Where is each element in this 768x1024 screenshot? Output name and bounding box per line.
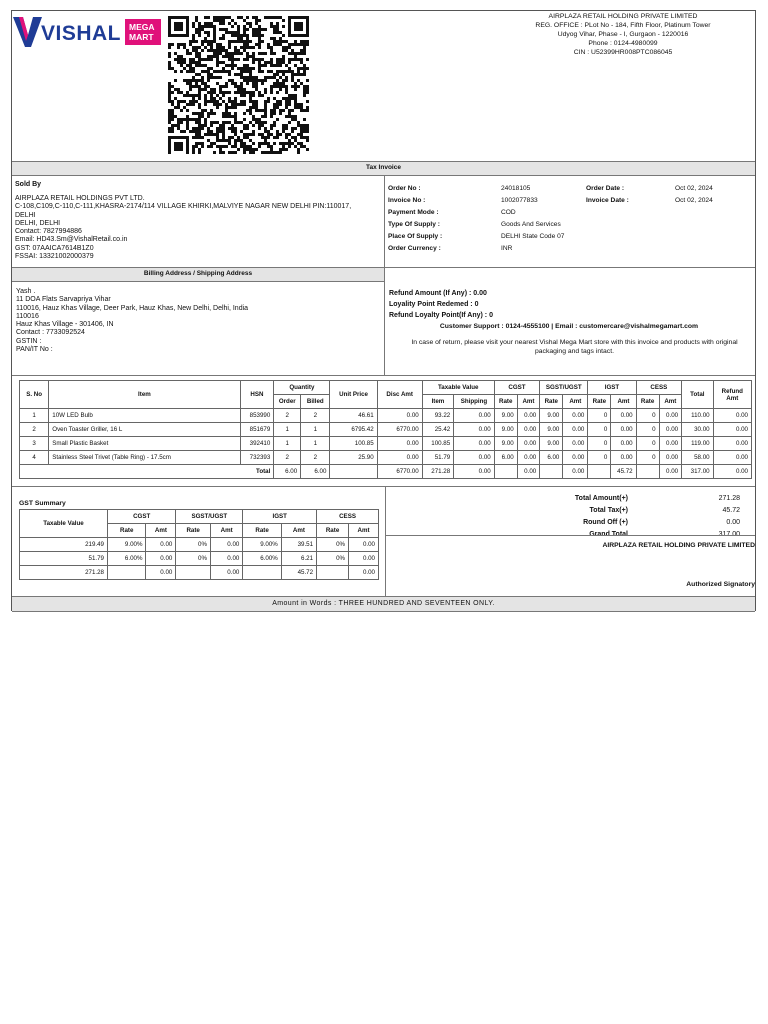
table-cell: 0.00 [659, 451, 682, 465]
table-cell: 25.42 [422, 423, 454, 437]
table-cell: 51.79 [422, 451, 454, 465]
table-cell: 0.00 [377, 409, 422, 423]
billing-line: Yash . [16, 288, 36, 295]
gst-row [20, 566, 379, 580]
table-cell: 25.90 [330, 451, 377, 465]
table-cell: 0.00 [611, 409, 636, 423]
table-cell: 3 [20, 437, 49, 451]
gst-cell: 9.00% [243, 538, 281, 552]
table-cell: 6.00 [494, 451, 517, 465]
table-cell: 2 [20, 423, 49, 437]
table-cell: 851679 [240, 423, 274, 437]
col-quantity: Quantity [274, 381, 330, 395]
table-row [20, 409, 752, 423]
table-cell: 0.00 [713, 451, 751, 465]
sold-by-heading: Sold By [15, 181, 42, 188]
table-cell: 0.00 [659, 437, 682, 451]
table-cell: 6795.42 [330, 423, 377, 437]
gst-cell: 6.00% [108, 552, 146, 566]
table-cell: 9.00 [540, 423, 563, 437]
table-cell: 46.61 [330, 409, 377, 423]
table-cell: 0 [588, 437, 611, 451]
table-cell: 0.00 [454, 451, 495, 465]
total-cgst-amt: 0.00 [517, 465, 540, 479]
divider [384, 267, 755, 268]
sold-by-line: GST: 07AAICA7614B1Z0 [15, 244, 94, 252]
col-unit-price: Unit Price [330, 381, 377, 409]
gst-cell: 0% [176, 538, 211, 552]
table-cell: 9.00 [540, 409, 563, 423]
billing-line: 11 DOA Flats Sarvapriya Vihar [16, 296, 111, 304]
signatory-company: AIRPLAZA RETAIL HOLDING PRIVATE LIMITED [602, 542, 755, 549]
table-cell: 9.00 [494, 437, 517, 451]
table-cell: Oven Toaster Griller, 16 L [49, 423, 240, 437]
total-disc: 6770.00 [377, 465, 422, 479]
table-cell: 10W LED Bulb [49, 409, 240, 423]
col-tv-shipping: Shipping [454, 395, 495, 409]
gst-summary-table [19, 509, 379, 580]
col-cess-rate: Rate [636, 395, 659, 409]
gst-cell: 0.00 [146, 538, 176, 552]
col-cess: CESS [636, 381, 681, 395]
gst-cell: 0.00 [211, 552, 243, 566]
total-value: 0.00 [726, 519, 740, 526]
table-cell: 2 [274, 451, 301, 465]
sold-by-line: Email: HD43.Sm@VishalRetail.co.in [15, 236, 128, 244]
gst-col-cess-amt: Amt [349, 524, 379, 538]
gst-cell: 0% [176, 552, 211, 566]
table-cell: 100.85 [330, 437, 377, 451]
total-label: Grand Total [589, 531, 628, 538]
amount-in-words: Amount in Words : THREE HUNDRED AND SEVENTEEN ONLY. [12, 596, 755, 612]
gst-col-sgst-rate: Rate [176, 524, 211, 538]
table-cell: 0.00 [517, 437, 540, 451]
table-cell: 0.00 [659, 409, 682, 423]
total-cess-amt: 0.00 [659, 465, 682, 479]
col-sgst: SGST/UGST [540, 381, 588, 395]
gst-cell: 9.00% [108, 538, 146, 552]
table-cell: 0 [636, 423, 659, 437]
table-row [20, 451, 752, 465]
gst-cell: 219.49 [20, 538, 108, 552]
table-cell: 0.00 [563, 409, 588, 423]
gst-cell: 0.00 [349, 552, 379, 566]
table-cell: 0.00 [517, 451, 540, 465]
table-cell: 0.00 [563, 451, 588, 465]
divider [385, 486, 386, 596]
gst-col-igst-amt: Amt [281, 524, 316, 538]
gst-cell: 39.51 [281, 538, 316, 552]
gst-col-cess-rate: Rate [317, 524, 349, 538]
table-cell: 392410 [240, 437, 274, 451]
divider [385, 535, 755, 536]
table-cell: 0.00 [454, 437, 495, 451]
table-cell: 0.00 [611, 451, 636, 465]
col-refund-amt: Refund Amt [713, 381, 751, 409]
col-item: Item [49, 381, 240, 409]
table-cell: 0.00 [713, 423, 751, 437]
gst-summary-heading: GST Summary [19, 500, 66, 507]
refund-line: Loyality Point Redemed : 0 [389, 301, 479, 308]
col-disc-amt: Disc Amt [377, 381, 422, 409]
gst-cell [176, 566, 211, 580]
col-sno: S. No [20, 381, 49, 409]
table-cell: 0.00 [377, 437, 422, 451]
divider [12, 486, 755, 487]
table-cell: 6.00 [540, 451, 563, 465]
order-field-label: Order Currency : [388, 245, 441, 252]
order-date-value: Oct 02, 2024 [675, 197, 713, 204]
table-row [20, 423, 752, 437]
total-label: Round Off (+) [583, 519, 628, 526]
col-billed: Billed [301, 395, 330, 409]
total-value: 45.72 [722, 507, 740, 514]
table-cell: 6770.00 [377, 423, 422, 437]
table-cell: 0.00 [454, 423, 495, 437]
total-row [392, 519, 740, 529]
gst-cell [317, 566, 349, 580]
gst-cell: 0.00 [211, 538, 243, 552]
col-tv-item: Item [422, 395, 454, 409]
table-cell: 1 [20, 409, 49, 423]
table-row [20, 437, 752, 451]
table-cell: 9.00 [540, 437, 563, 451]
total-row [392, 507, 740, 517]
table-cell: 1 [274, 437, 301, 451]
sold-by-line: Contact: 7827994886 [15, 228, 82, 236]
order-field-label: Place Of Supply : [388, 233, 443, 240]
customer-support: Customer Support : 0124-4555100 | Email : customercare@vishalmegamart.com [439, 323, 699, 330]
table-cell: 0.00 [659, 423, 682, 437]
col-order: Order [274, 395, 301, 409]
gst-row [20, 552, 379, 566]
col-sgst-rate: Rate [540, 395, 563, 409]
col-taxable-value: Taxable Value [422, 381, 494, 395]
table-cell: 0 [588, 451, 611, 465]
gst-col-sgst: SGST/UGST [176, 510, 243, 524]
total-igst-amt: 45.72 [611, 465, 636, 479]
table-cell: 853990 [240, 409, 274, 423]
table-cell: 1 [274, 423, 301, 437]
logo-tag: MEGA MART [125, 19, 161, 45]
total-value: 317.00 [718, 531, 740, 538]
table-cell: Small Plastic Basket [49, 437, 240, 451]
table-cell: 58.00 [682, 451, 714, 465]
col-igst-amt: Amt [611, 395, 636, 409]
table-cell: 0 [588, 423, 611, 437]
total-label: Total [20, 465, 274, 479]
total-order: 6.00 [274, 465, 301, 479]
col-hsn: HSN [240, 381, 274, 409]
logo-v-icon [13, 15, 43, 49]
gst-cell: 0.00 [349, 566, 379, 580]
table-cell: 0.00 [517, 409, 540, 423]
table-cell: 9.00 [494, 423, 517, 437]
gst-col-cess: CESS [317, 510, 379, 524]
table-cell: 0.00 [454, 409, 495, 423]
billing-address [16, 288, 376, 354]
col-igst-rate: Rate [588, 395, 611, 409]
sold-by-line: C-108,C109,C-110,C-111,KHASRA-2174/114 VILLAGE KHIRKI,MALVIYE NAGAR NEW DELHI PIN:110017, [15, 203, 352, 211]
gst-cell: 0.00 [146, 552, 176, 566]
table-cell: 2 [301, 451, 330, 465]
order-field-value: 1002077833 [501, 197, 538, 204]
table-cell: 93.22 [422, 409, 454, 423]
table-cell: 2 [274, 409, 301, 423]
sold-by-line: DELHI [15, 211, 36, 219]
col-total: Total [682, 381, 714, 409]
table-cell: 1 [301, 437, 330, 451]
billing-line: PAN/IT No : [16, 346, 53, 354]
total-label: Total Tax(+) [589, 507, 628, 514]
gst-col-cgst-amt: Amt [146, 524, 176, 538]
company-info [503, 12, 743, 57]
billing-line: Contact : 7733092524 [16, 329, 85, 337]
order-field-label: Payment Mode : [388, 209, 439, 216]
billing-line: 110016 [16, 312, 39, 320]
col-cess-amt: Amt [659, 395, 682, 409]
sold-by-line: DELHI, DELHI [15, 219, 61, 227]
table-cell: 0.00 [563, 423, 588, 437]
gst-col-sgst-amt: Amt [211, 524, 243, 538]
company-phone: Phone : 0124-4980099 [588, 40, 658, 47]
tax-invoice-title: Tax Invoice [12, 161, 755, 176]
billing-line: 110016, Hauz Khas Village, Deer Park, Hauz Khas, New Delhi, Delhi, India [16, 304, 249, 312]
total-billed: 6.00 [301, 465, 330, 479]
order-field-value: Goods And Services [501, 221, 561, 228]
table-cell: 0 [588, 409, 611, 423]
return-note: In case of return, please visit your nearest Vishal Mega Mart store with this invoice and products with original packaging and tags intact. [411, 339, 738, 355]
col-igst: IGST [588, 381, 636, 395]
gst-cell: 0.00 [349, 538, 379, 552]
order-date-label: Invoice Date : [586, 197, 629, 204]
billing-line: Hauz Khas Village - 301406, IN [16, 321, 114, 329]
total-value: 271.28 [718, 495, 740, 502]
order-field-value: INR [501, 245, 513, 252]
order-field-label: Order No : [388, 185, 421, 192]
order-field-value: DELHI State Code 07 [501, 233, 565, 240]
billing-heading: Billing Address / Shipping Address [12, 267, 384, 282]
order-field-label: Invoice No : [388, 197, 426, 204]
table-cell: 2 [301, 409, 330, 423]
table-cell: 30.00 [682, 423, 714, 437]
table-cell: 1 [301, 423, 330, 437]
gst-col-cgst: CGST [108, 510, 176, 524]
table-cell: 119.00 [682, 437, 714, 451]
table-cell: Stainless Steel Trivet (Table Ring) - 17.5cm [49, 451, 240, 465]
table-cell: 9.00 [494, 409, 517, 423]
col-cgst-rate: Rate [494, 395, 517, 409]
gst-cell: 0% [317, 538, 349, 552]
total-refund: 0.00 [713, 465, 751, 479]
items-total-row [20, 465, 752, 479]
total-row [392, 531, 740, 541]
gst-col-igst-rate: Rate [243, 524, 281, 538]
divider [384, 175, 385, 267]
gst-cell: 0.00 [146, 566, 176, 580]
sold-by-section [15, 180, 380, 261]
gst-col-cgst-rate: Rate [108, 524, 146, 538]
refund-line: Refund Amount (If Any) : 0.00 [389, 290, 487, 297]
refund-line: Refund Loyalty Point(If Any) : 0 [389, 312, 493, 319]
company-cin: CIN : U52399HR008PTC086045 [573, 49, 673, 56]
table-cell: 100.85 [422, 437, 454, 451]
divider [384, 267, 385, 376]
gst-cell: 51.79 [20, 552, 108, 566]
table-cell: 0 [636, 451, 659, 465]
table-cell: 0.00 [377, 451, 422, 465]
total-tv-shipping: 0.00 [454, 465, 495, 479]
qr-code [168, 16, 310, 154]
gst-cell: 45.72 [281, 566, 316, 580]
company-address: Udyog Vihar, Phase - I, Gurgaon - 1220016 [557, 31, 689, 38]
total-tv-item: 271.28 [422, 465, 454, 479]
gst-cell [243, 566, 281, 580]
sold-by-line: AIRPLAZA RETAIL HOLDINGS PVT LTD. [15, 195, 145, 202]
invoice-page [11, 10, 756, 611]
order-date-label: Order Date : [586, 185, 625, 192]
table-cell: 0.00 [713, 409, 751, 423]
total-total: 317.00 [682, 465, 714, 479]
total-label: Total Amount(+) [574, 495, 628, 502]
gst-cell: 6.21 [281, 552, 316, 566]
refund-info [389, 288, 749, 321]
table-cell: 0.00 [517, 423, 540, 437]
divider [12, 375, 755, 376]
authorized-signatory: Authorized Signatory [686, 581, 755, 588]
total-row [392, 495, 740, 505]
sold-by-line: FSSAI: 13321002000379 [15, 253, 94, 261]
logo-name: VISHAL [41, 22, 122, 45]
total-sgst-amt: 0.00 [563, 465, 588, 479]
billing-line: GSTIN : [16, 337, 42, 345]
table-cell: 4 [20, 451, 49, 465]
gst-cell: 0.00 [211, 566, 243, 580]
company-name: AIRPLAZA RETAIL HOLDING PRIVATE LIMITED [548, 13, 698, 20]
sold-by-lines [15, 195, 380, 261]
gst-cell: 271.28 [20, 566, 108, 580]
items-table [19, 380, 752, 479]
gst-row [20, 538, 379, 552]
table-cell: 0.00 [611, 437, 636, 451]
table-cell: 0 [636, 409, 659, 423]
gst-col-igst: IGST [243, 510, 317, 524]
order-field-value: 24018105 [501, 185, 531, 192]
table-cell: 0.00 [563, 437, 588, 451]
col-sgst-amt: Amt [563, 395, 588, 409]
gst-cell: 6.00% [243, 552, 281, 566]
table-cell: 0 [636, 437, 659, 451]
table-cell: 0.00 [611, 423, 636, 437]
order-field-label: Type Of Supply : [388, 221, 440, 228]
col-cgst: CGST [494, 381, 539, 395]
col-cgst-amt: Amt [517, 395, 540, 409]
gst-cell [108, 566, 146, 580]
table-cell: 0.00 [713, 437, 751, 451]
order-field-value: COD [501, 209, 516, 216]
gst-col-taxable: Taxable Value [20, 510, 108, 538]
table-cell: 732393 [240, 451, 274, 465]
brand-logo [13, 15, 161, 49]
order-date-value: Oct 02, 2024 [675, 185, 713, 192]
gst-cell: 0% [317, 552, 349, 566]
company-reg-office: REG. OFFICE : PLot No - 184, Fifth Floor, Platinum Tower [535, 22, 711, 29]
table-cell: 110.00 [682, 409, 714, 423]
